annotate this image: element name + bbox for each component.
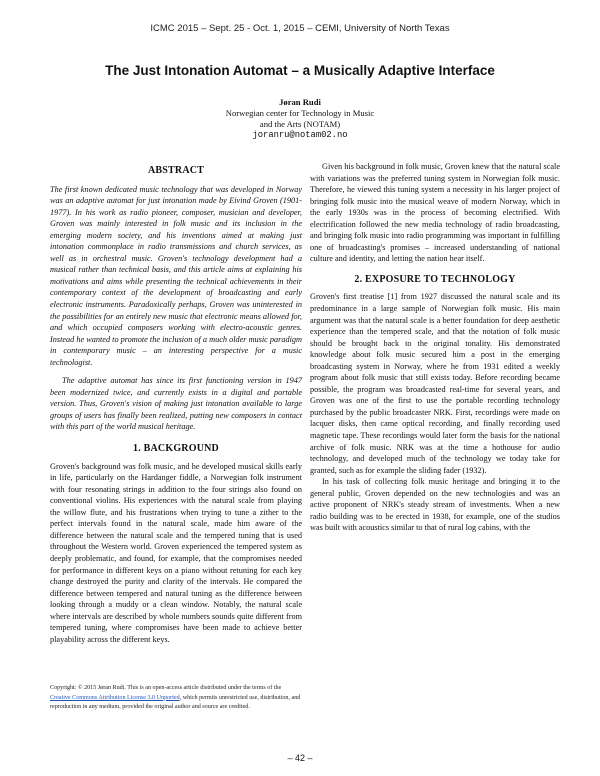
section-1-paragraph-1: Groven's background was folk music, and he developed musical skills early in life, particularly on the Hardanger fiddle, a Norwegian folk instrument with four resonating strings in addition to the four strings also found on conventional violins. His experiences with the natural scale from playing the willow flute, and his frustrations when trying to tune a zither to the perfect intervals found in the natural scale, made him aware of the difference between the natural scale and the tempered tuning that is used throughout the Western world. Groven experienced the tempered system as deeply problematic, and found, for example, that the compromises needed for performance in different keys on a piano without retuning for each key change destroyed the purity and clarity of the intervals. He compared the difference between tempered and natural tuning as the difference between looking through a muddy or a clean window. Notably, the natural scale where intervals are described by whole numbers sounds quite different from tempered tuning, where compromises have been made to achieve better playability across the different keys. [50, 461, 302, 644]
abstract-paragraph-1: The first known dedicated music technology that was developed in Norway was an adaptive automat for just intonation made by Eivind Groven (1901-1977). In his work as radio pioneer, composer, musician and developer, Groven was mainly interested in folk music and its inclusion in the emerging modern society, and his inventions aimed at making just intonation commonplace in radio transmissions and church services, as well as in orchestral music. Groven's technology development had a musical rather than technical basis, and this article aims at explaining his motivations and aims while presenting the technical achievements in their contemporary context of the development of broadcasting and early electronic instruments. Paradoxically perhaps, Groven was uninterested in the possibilities for an entirely new music that electronic means allowed for, and which occupied composers working with electro-acoustic genres. Instead he wanted to promote the inclusion of a much older music paradigm in contemporary music – an interesting perspective for a music technologist. [50, 184, 302, 367]
author-block [0, 97, 600, 141]
author-name: Jøran Rudi [279, 97, 321, 107]
author-affiliation-line2: and the Arts (NOTAM) [259, 119, 341, 129]
paper-title: The Just Intonation Automat – a Musically Adaptive Interface [105, 63, 495, 78]
section-1-paragraph-2: Given his background in folk music, Groven knew that the natural scale with variations was the preferred tuning system in Norwegian folk music. Therefore, he viewed this tuning system a necessity in his larger project of bringing folk music into the musical weave of modern Norway, which in the early 1930s was in the process of becoming electrified. With electrification followed the new media technology of radio broadcasting, and bringing folk music into radio programming was important in fulfilling one of broadcasting's promises – increased understanding of national culture and identity, and letting the nation hear itself. [310, 162, 560, 264]
license-link[interactable]: Creative Commons Attribution License 3.0 Unported [50, 694, 180, 701]
right-column [310, 161, 560, 741]
section-1-heading: 1. BACKGROUND [133, 443, 219, 455]
abstract-heading: ABSTRACT [147, 165, 205, 176]
author-affiliation-line1: Norwegian center for Technology in Music [225, 108, 375, 118]
section-2-heading: 2. EXPOSURE TO TECHNOLOGY [354, 273, 516, 285]
conference-header: ICMC 2015 – Sept. 25 - Oct. 1, 2015 – CEMI, University of North Texas [150, 23, 450, 34]
section-2-paragraph-2: In his task of collecting folk music heritage and bringing it to the general public, Groven depended on the new technologies and was an active proponent of NRK's steady stream of investments. When a new radio building was to be erected in 1938, for example, one of the studios was built with acoustics similar to that of rural log cabins, with the [310, 477, 560, 533]
abstract-paragraph-2: The adaptive automat has since its first functioning version in 1947 been modernized twice, and currently exists in a digital and portable version. Thus, Groven's vision of making just intonation available to large groups of users has finally been realized, putting new composers in contact with this part of the world musical heritage. [50, 376, 302, 432]
page-number: – 42 – [287, 753, 313, 763]
copyright-text-1: Copyright: © 2015 Jøran Rudi. This is an open-access article distributed under the terms of the [50, 685, 282, 691]
left-column [50, 161, 302, 741]
author-email: joranru@notam02.no [252, 130, 348, 140]
copyright-text-2: , which permits unrestricted use, distribution, and reproduction in any medium, provided the original author and source are credited. [50, 694, 301, 711]
copyright-notice [50, 684, 302, 713]
section-2-paragraph-1: Groven's first treatise [1] from 1927 discussed the natural scale and its predominance in a large sample of Norwegian folk music. His main argument was that the natural scale is a better foundation for deep aesthetic experience than the tempered scale, and that the notation of folk music should be brought back to the original tonality. His demonstrated knowledge about folk music secured him a post in the emerging broadcasting system in Norway, where he from 1931 edited a weekly program about folk music that still exists today. Before recording became possible, the program was broadcasted real-time for several years, and Groven was one of the first to use the portable recording technology purchased by the public broadcaster NRK. First, recordings were made on lacquer disks, then came optical recording, and finally recording used magnetic tape. These recordings would later form the basis for the national archive of folk music. NRK was at the time a hothouse for audio technology, and developed much of the technology we today take for granted, such as for example the sliding fader (1932). [310, 292, 560, 475]
